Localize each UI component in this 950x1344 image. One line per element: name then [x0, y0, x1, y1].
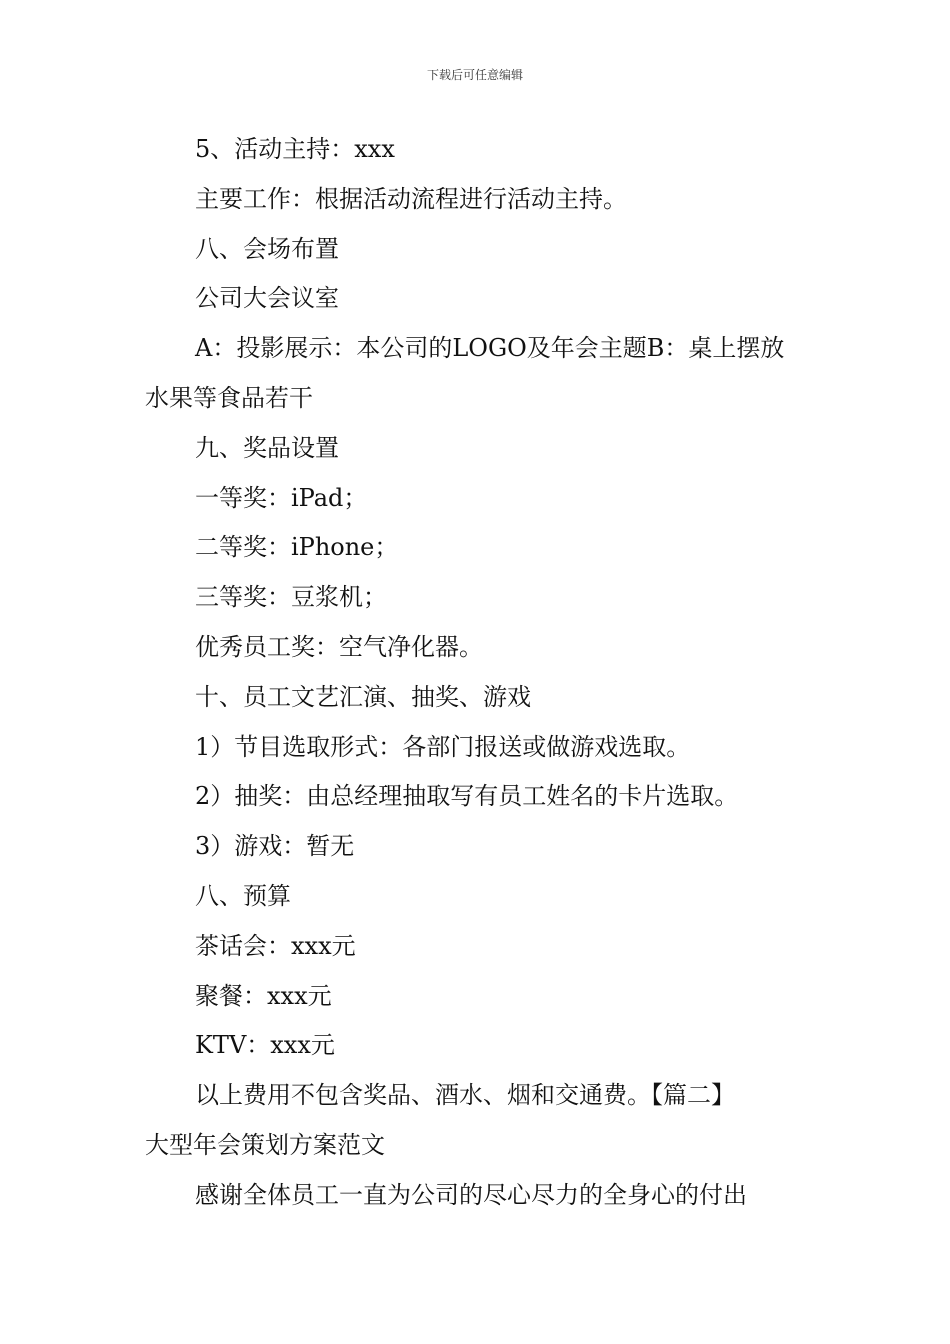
text-line: 公司大会议室 — [195, 284, 339, 313]
text-line: 以上费用不包含奖品、酒水、烟和交通费。【篇二】 — [195, 1081, 735, 1110]
list-item: KTV：xxx元 — [195, 1031, 335, 1060]
list-item: 茶话会：xxx元 — [195, 931, 356, 960]
document-body — [145, 125, 810, 1221]
text-line: A：投影展示：本公司的LOGO及年会主题B：桌上摆放 — [195, 334, 785, 363]
list-item: 2）抽奖：由总经理抽取写有员工姓名的卡片选取。 — [195, 782, 739, 811]
section-heading: 八、预算 — [195, 881, 291, 910]
text-line: 大型年会策划方案范文 — [145, 1130, 385, 1159]
text-line: 主要工作：根据活动流程进行活动主持。 — [195, 184, 627, 213]
list-item: 三等奖：豆浆机； — [195, 583, 387, 612]
text-line: 5、活动主持：xxx — [195, 135, 395, 163]
list-item: 二等奖：iPhone； — [195, 533, 399, 562]
list-item: 1）节目选取形式：各部门报送或做游戏选取。 — [195, 732, 691, 761]
section-heading: 十、员工文艺汇演、抽奖、游戏 — [195, 682, 531, 711]
section-heading: 九、奖品设置 — [195, 433, 339, 462]
list-item: 聚餐：xxx元 — [195, 981, 332, 1010]
list-item: 3）游戏：暂无 — [195, 832, 355, 861]
text-line: 感谢全体员工一直为公司的尽心尽力的全身心的付出 — [195, 1180, 747, 1209]
text-line: 水果等食品若干 — [145, 383, 313, 412]
list-item: 优秀员工奖：空气净化器。 — [195, 632, 483, 661]
section-heading: 八、会场布置 — [195, 234, 339, 263]
list-item: 一等奖：iPad； — [195, 483, 368, 512]
page-header: 下载后可任意编辑 — [426, 68, 523, 82]
